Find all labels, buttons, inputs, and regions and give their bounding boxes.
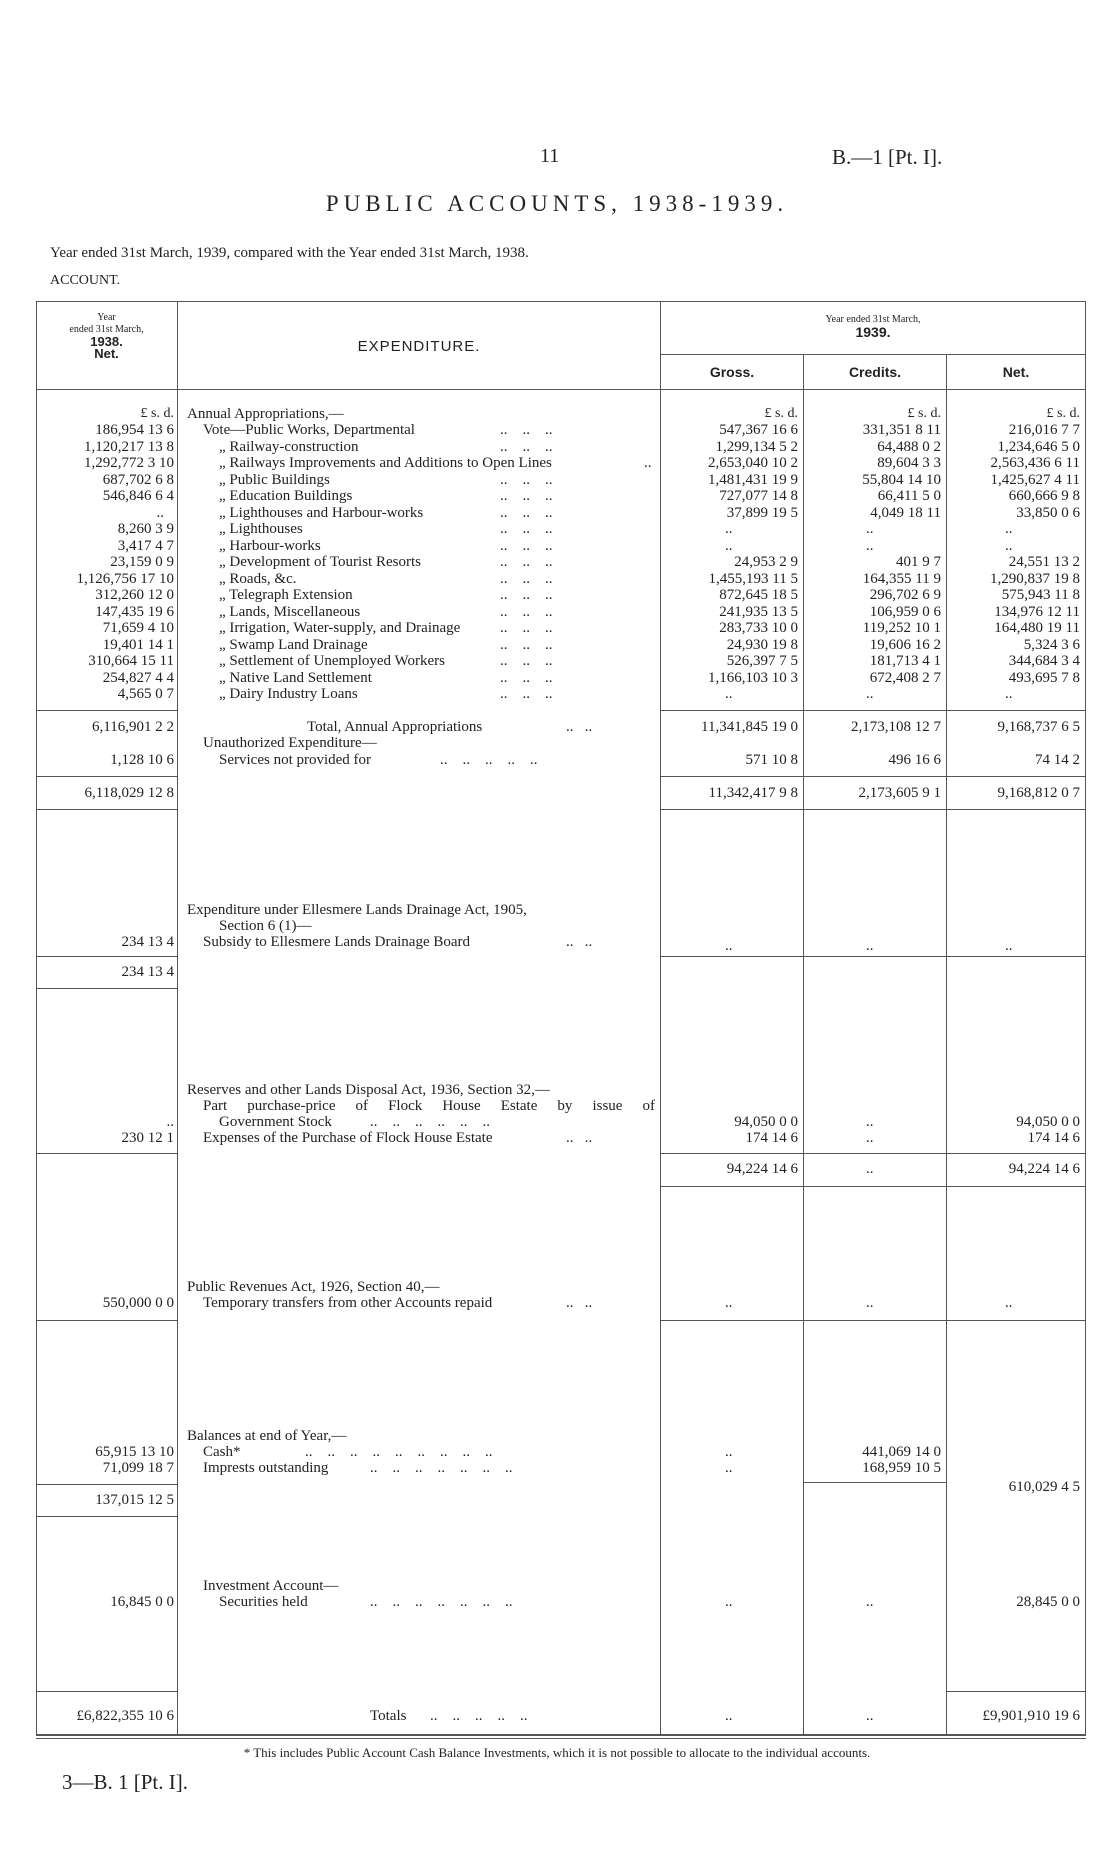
row-prev-net: 254,827 4 4 xyxy=(102,669,174,686)
annual-total-prev: 6,116,901 2 2 xyxy=(92,719,174,735)
unauthorized-gross: 571 10 8 xyxy=(745,752,798,768)
leader-dots: .. .. .. xyxy=(500,422,553,438)
leader-dots: .. .. .. xyxy=(500,504,553,521)
row-gross: 283,733 10 0 xyxy=(719,620,798,636)
ellesmere-credits: .. xyxy=(866,938,874,954)
double-rule xyxy=(36,1738,1086,1739)
leader-dots: .. .. .. xyxy=(500,587,553,603)
investment-row xyxy=(0,1594,1114,1610)
row-description: „ Development of Tourist Resorts xyxy=(219,554,421,570)
net-header: Net. xyxy=(1002,364,1030,380)
rule xyxy=(36,809,177,810)
annual-total-credits: 2,173,108 12 7 xyxy=(851,719,941,735)
ellesmere-prev: 234 13 4 xyxy=(121,934,174,950)
unauthorized-row xyxy=(0,752,1114,768)
row-net: 5,324 3 6 xyxy=(1023,636,1080,653)
rule xyxy=(660,776,1085,777)
account-label: ACCOUNT. xyxy=(50,273,121,288)
unauthorized-credits: 496 16 6 xyxy=(888,752,941,768)
row-net: 164,480 19 11 xyxy=(994,620,1080,636)
rule xyxy=(660,1320,1085,1321)
prev-year-header: Year ended 31st March, 1938. Net. xyxy=(69,312,144,361)
page-number: 11 xyxy=(540,145,560,167)
row-gross: 241,935 13 5 xyxy=(719,603,798,620)
rule xyxy=(660,1153,1085,1154)
appropriation-row xyxy=(0,455,1114,471)
row-description: „ Public Buildings xyxy=(219,471,330,488)
row-credits: .. xyxy=(866,537,874,554)
balances-imprests-row xyxy=(0,1460,1114,1476)
appropriation-row xyxy=(0,439,1114,455)
row-description: „ Railway-construction xyxy=(219,438,359,455)
leader-dots: .. .. .. xyxy=(500,686,553,702)
ellesmere-net: .. xyxy=(1005,938,1013,954)
reserves-row2 xyxy=(0,1130,1114,1146)
reserves-row1-net: 94,050 0 0 xyxy=(1016,1114,1080,1130)
row-net: 1,425,627 4 11 xyxy=(990,471,1080,488)
leader-dots: .. .. xyxy=(566,934,593,950)
ellesmere-total-row xyxy=(0,964,1114,980)
grand-total-net: £9,901,910 19 6 xyxy=(982,1708,1080,1724)
row-description: „ Railways Improvements and Additions to Open Lines xyxy=(219,455,552,471)
investment-prev: 16,845 0 0 xyxy=(110,1594,174,1610)
row-description: „ Telegraph Extension xyxy=(219,587,353,603)
row-gross: 1,299,134 5 2 xyxy=(715,438,798,455)
row-description: „ Dairy Industry Loans xyxy=(219,686,358,702)
leader-dots: .. .. .. xyxy=(500,537,553,554)
credits-header: Credits. xyxy=(848,364,902,380)
cash-credits: 441,069 14 0 xyxy=(862,1444,941,1460)
appropriation-row xyxy=(0,505,1114,521)
row-gross: 1,166,103 10 3 xyxy=(708,669,798,686)
appropriation-row xyxy=(0,422,1114,438)
reserves-row2-credits: .. xyxy=(866,1130,874,1146)
row-credits: 119,252 10 1 xyxy=(862,620,941,636)
row-net: 660,666 9 8 xyxy=(1008,488,1080,504)
balances-total-row xyxy=(0,1492,1114,1508)
row-net: 2,563,436 6 11 xyxy=(990,455,1080,471)
subtotal-prev: 6,118,029 12 8 xyxy=(84,785,174,801)
rule xyxy=(36,776,177,777)
appropriation-row xyxy=(0,538,1114,554)
appropriation-row xyxy=(0,670,1114,686)
leader-dots: .. .. .. .. .. xyxy=(430,1708,528,1724)
appropriation-row xyxy=(0,472,1114,488)
total-cur-rule xyxy=(660,710,1085,711)
unauthorized-heading: Unauthorized Expenditure— xyxy=(203,735,377,751)
leader-dots: .. .. .. .. .. .. .. xyxy=(370,1460,513,1476)
row-prev-net: .. xyxy=(156,504,164,521)
subtotal-net: 9,168,812 0 7 xyxy=(997,785,1080,801)
leader-dots: .. .. .. xyxy=(500,653,553,669)
appropriation-row xyxy=(0,604,1114,620)
row-gross: .. xyxy=(725,686,733,702)
ellesmere-desc: Subsidy to Ellesmere Lands Drainage Board xyxy=(203,934,471,950)
row-gross: 526,397 7 5 xyxy=(726,653,798,669)
rule xyxy=(946,1691,1085,1692)
balances-cash-row xyxy=(0,1444,1114,1460)
investment-net: 28,845 0 0 xyxy=(1016,1594,1080,1610)
currency-gross: £ s. d. xyxy=(764,406,798,421)
row-net: .. xyxy=(1005,537,1013,554)
row-prev-net: 1,292,772 3 10 xyxy=(84,455,174,471)
leader-dots: .. .. .. xyxy=(500,620,553,636)
row-description: „ Lighthouses xyxy=(219,521,303,537)
row-credits: 89,604 3 3 xyxy=(877,455,941,471)
row-description: „ Settlement of Unemployed Workers xyxy=(219,653,445,669)
revenues-gross: .. xyxy=(725,1295,733,1311)
reserves-row2-prev: 230 12 1 xyxy=(121,1130,174,1146)
current-year-header: Year ended 31st March, 1939. xyxy=(825,314,921,340)
reserves-total-row xyxy=(0,1161,1114,1177)
currency-prev: £ s. d. xyxy=(140,406,174,421)
reserves-row2-desc: Expenses of the Purchase of Flock House Estate xyxy=(203,1130,493,1146)
row-prev-net: 687,702 6 8 xyxy=(102,471,174,488)
cash-prev: 65,915 13 10 xyxy=(95,1444,174,1460)
row-prev-net: 1,126,756 17 10 xyxy=(76,570,174,587)
reserves-row1-prev: .. xyxy=(166,1114,174,1130)
appropriation-row xyxy=(0,554,1114,570)
leader-dots: .. .. .. xyxy=(500,488,553,504)
page-title: PUBLIC ACCOUNTS, 1938-1939. xyxy=(325,191,789,216)
subtitle: Year ended 31st March, 1939, compared with the Year ended 31st March, 1938. xyxy=(50,245,529,261)
annual-heading: Annual Appropriations,— xyxy=(187,406,344,422)
row-prev-net: 8,260 3 9 xyxy=(117,521,174,537)
leader-dots: .. xyxy=(644,455,652,471)
row-prev-net: 3,417 4 7 xyxy=(117,537,174,554)
ellesmere-section: Section 6 (1)— xyxy=(219,918,312,934)
annual-total-label: Total, Annual Appropriations xyxy=(307,719,483,735)
reserves-row1 xyxy=(0,1114,1114,1130)
row-credits: 164,355 11 9 xyxy=(862,570,941,587)
annual-total-gross: 11,341,845 19 0 xyxy=(701,719,798,735)
row-gross: .. xyxy=(725,537,733,554)
appropriation-row xyxy=(0,620,1114,636)
annual-total-row xyxy=(0,719,1114,735)
leader-dots: .. .. .. .. .. .. .. xyxy=(370,1594,513,1610)
row-description: „ Harbour-works xyxy=(219,537,321,554)
investment-heading: Investment Account— xyxy=(203,1578,339,1594)
leader-dots: .. .. .. xyxy=(500,554,553,570)
cash-desc: Cash* xyxy=(203,1444,241,1460)
row-gross: 727,077 14 8 xyxy=(719,488,798,504)
total-prev-rule xyxy=(36,710,177,711)
revenues-net: .. xyxy=(1005,1295,1013,1311)
grand-total-credits: .. xyxy=(866,1708,874,1724)
leader-dots: .. .. xyxy=(566,1295,593,1311)
footnote: * This includes Public Account Cash Balance Investments, which it is not possible to allocate to the individual accounts. xyxy=(243,1745,871,1760)
table-top-rule xyxy=(36,301,1086,302)
leader-dots: .. .. xyxy=(566,719,593,735)
grand-total-row xyxy=(0,1708,1114,1724)
row-credits: 66,411 5 0 xyxy=(877,488,941,504)
reserves-row1-desc: Government Stock xyxy=(219,1114,332,1130)
row-net: 575,943 11 8 xyxy=(1001,587,1080,603)
row-net: .. xyxy=(1005,686,1013,702)
rule xyxy=(660,809,1085,810)
row-gross: 1,455,193 11 5 xyxy=(708,570,798,587)
leader-dots: .. .. .. xyxy=(500,570,553,587)
row-credits: 19,606 16 2 xyxy=(869,636,941,653)
investment-gross: .. xyxy=(725,1594,733,1610)
row-credits: 331,351 8 11 xyxy=(862,422,941,438)
leader-dots: .. .. .. .. .. .. .. .. .. xyxy=(305,1444,493,1460)
reserves-row2-gross: 174 14 6 xyxy=(745,1130,798,1146)
leader-dots: .. .. .. xyxy=(500,438,553,455)
balances-net: 610,029 4 5 xyxy=(1008,1479,1080,1495)
row-net: 24,551 13 2 xyxy=(1008,554,1080,570)
leader-dots: .. .. .. xyxy=(500,603,553,620)
row-description: „ Roads, &c. xyxy=(219,570,297,587)
leader-dots: .. .. .. .. .. .. xyxy=(370,1114,490,1130)
imprests-desc: Imprests outstanding xyxy=(203,1460,329,1476)
row-net: 493,695 7 8 xyxy=(1008,669,1080,686)
rule xyxy=(660,956,1085,957)
grand-total-gross: .. xyxy=(725,1708,733,1724)
appropriation-row xyxy=(0,488,1114,504)
appropriation-row xyxy=(0,637,1114,653)
row-prev-net: 546,846 6 4 xyxy=(102,488,174,504)
ellesmere-total-prev: 234 13 4 xyxy=(121,964,174,980)
row-prev-net: 23,159 0 9 xyxy=(110,554,174,570)
row-credits: 64,488 0 2 xyxy=(877,438,941,455)
revenues-prev: 550,000 0 0 xyxy=(102,1295,174,1311)
grand-total-label: Totals xyxy=(370,1708,407,1724)
row-gross: 872,645 18 5 xyxy=(719,587,798,603)
appropriation-row xyxy=(0,521,1114,537)
currency-credits: £ s. d. xyxy=(907,406,941,421)
leader-dots: .. .. .. xyxy=(500,521,553,537)
subtotal-gross: 11,342,417 9 8 xyxy=(708,785,798,801)
row-description: „ Irrigation, Water-supply, and Drainage xyxy=(219,620,461,636)
unauthorized-prev: 1,128 10 6 xyxy=(110,752,174,768)
reserves-total-gross: 94,224 14 6 xyxy=(726,1161,798,1177)
row-description: „ Swamp Land Drainage xyxy=(219,636,368,653)
appropriation-row xyxy=(0,571,1114,587)
reserves-row1-line1: Part purchase-price of Flock House Estate by issue of xyxy=(203,1098,655,1114)
investment-desc: Securities held xyxy=(219,1594,308,1610)
reserves-total-credits: .. xyxy=(866,1161,874,1177)
leader-dots: .. .. .. xyxy=(500,669,553,686)
row-prev-net: 19,401 14 1 xyxy=(102,636,174,653)
rule xyxy=(660,1186,1085,1187)
cash-gross: .. xyxy=(725,1444,733,1460)
table-bottom-rule xyxy=(36,1734,1086,1736)
rule xyxy=(36,1516,177,1517)
leader-dots: .. .. .. xyxy=(500,471,553,488)
reserves-row2-net: 174 14 6 xyxy=(1027,1130,1080,1146)
row-credits: 296,702 6 9 xyxy=(869,587,941,603)
annual-total-net: 9,168,737 6 5 xyxy=(997,719,1080,735)
row-description: Vote—Public Works, Departmental xyxy=(203,422,415,438)
row-gross: .. xyxy=(725,521,733,537)
leader-dots: .. .. .. xyxy=(500,636,553,653)
imprests-prev: 71,099 18 7 xyxy=(102,1460,174,1476)
row-gross: 547,367 16 6 xyxy=(719,422,798,438)
balances-total-prev: 137,015 12 5 xyxy=(95,1492,174,1508)
reserves-heading: Reserves and other Lands Disposal Act, 1936, Section 32,— xyxy=(187,1082,550,1098)
bottom-reference: 3—B. 1 [Pt. I]. xyxy=(62,1770,188,1794)
investment-credits: .. xyxy=(866,1594,874,1610)
subtotal-credits: 2,173,605 9 1 xyxy=(858,785,941,801)
imprests-credits: 168,959 10 5 xyxy=(862,1460,941,1476)
leader-dots: .. .. xyxy=(566,1130,593,1146)
unauthorized-desc: Services not provided for xyxy=(219,752,372,768)
ellesmere-row xyxy=(0,934,1114,954)
currency-net: £ s. d. xyxy=(1046,406,1080,421)
row-net: 1,234,646 5 0 xyxy=(997,438,1080,455)
row-net: .. xyxy=(1005,521,1013,537)
subtotal-row xyxy=(0,785,1114,801)
row-gross: 1,481,431 19 9 xyxy=(708,471,798,488)
row-credits: 106,959 0 6 xyxy=(869,603,941,620)
rule xyxy=(36,1153,177,1154)
row-net: 344,684 3 4 xyxy=(1008,653,1080,669)
rule xyxy=(36,988,177,989)
row-credits: 4,049 18 11 xyxy=(870,504,941,521)
row-credits: 401 9 7 xyxy=(896,554,941,570)
revenues-desc: Temporary transfers from other Accounts repaid xyxy=(203,1295,493,1311)
row-description: „ Lighthouses and Harbour-works xyxy=(219,504,424,521)
header-bottom-rule xyxy=(36,389,1086,390)
row-credits: .. xyxy=(866,521,874,537)
row-description: „ Education Buildings xyxy=(219,488,353,504)
ellesmere-heading: Expenditure under Ellesmere Lands Drainage Act, 1905, xyxy=(187,902,527,918)
row-prev-net: 186,954 13 6 xyxy=(95,422,174,438)
row-prev-net: 147,435 19 6 xyxy=(95,603,174,620)
revenues-credits: .. xyxy=(866,1295,874,1311)
row-gross: 2,653,040 10 2 xyxy=(708,455,798,471)
expenditure-header: EXPENDITURE. xyxy=(357,338,481,355)
balances-heading: Balances at end of Year,— xyxy=(187,1428,347,1444)
leader-dots: .. .. .. .. .. xyxy=(440,752,538,768)
row-gross: 37,899 19 5 xyxy=(726,504,798,521)
gross-header: Gross. xyxy=(709,364,755,380)
grand-total-prev: £6,822,355 10 6 xyxy=(76,1708,174,1724)
row-credits: 55,804 14 10 xyxy=(862,471,941,488)
row-net: 1,290,837 19 8 xyxy=(990,570,1080,587)
rule xyxy=(36,1320,177,1321)
imprests-gross: .. xyxy=(725,1460,733,1476)
ellesmere-gross: .. xyxy=(725,938,733,954)
rule xyxy=(36,956,177,957)
rule xyxy=(36,1691,177,1692)
row-prev-net: 4,565 0 7 xyxy=(117,686,174,702)
row-gross: 24,953 2 9 xyxy=(734,554,798,570)
row-credits: 181,713 4 1 xyxy=(869,653,941,669)
row-description: „ Lands, Miscellaneous xyxy=(219,603,361,620)
row-description: „ Native Land Settlement xyxy=(219,669,372,686)
row-credits: 672,408 2 7 xyxy=(869,669,941,686)
appropriation-row xyxy=(0,587,1114,603)
unauthorized-net: 74 14 2 xyxy=(1035,752,1080,768)
row-credits: .. xyxy=(866,686,874,702)
revenues-row xyxy=(0,1295,1114,1311)
header-mid-rule xyxy=(660,354,1085,355)
row-prev-net: 312,260 12 0 xyxy=(95,587,174,603)
reserves-row1-credits: .. xyxy=(866,1114,874,1130)
row-prev-net: 1,120,217 13 8 xyxy=(84,438,174,455)
appropriation-row xyxy=(0,653,1114,669)
reserves-row1-gross: 94,050 0 0 xyxy=(734,1114,798,1130)
row-net: 216,016 7 7 xyxy=(1008,422,1080,438)
revenues-heading: Public Revenues Act, 1926, Section 40,— xyxy=(187,1279,440,1295)
row-net: 33,850 0 6 xyxy=(1016,504,1080,521)
row-net: 134,976 12 11 xyxy=(994,603,1080,620)
row-prev-net: 71,659 4 10 xyxy=(102,620,174,636)
row-gross: 24,930 19 8 xyxy=(726,636,798,653)
appropriation-row xyxy=(0,686,1114,702)
row-prev-net: 310,664 15 11 xyxy=(88,653,174,669)
document-reference: B.—1 [Pt. I]. xyxy=(832,145,943,169)
reserves-total-net: 94,224 14 6 xyxy=(1008,1161,1080,1177)
